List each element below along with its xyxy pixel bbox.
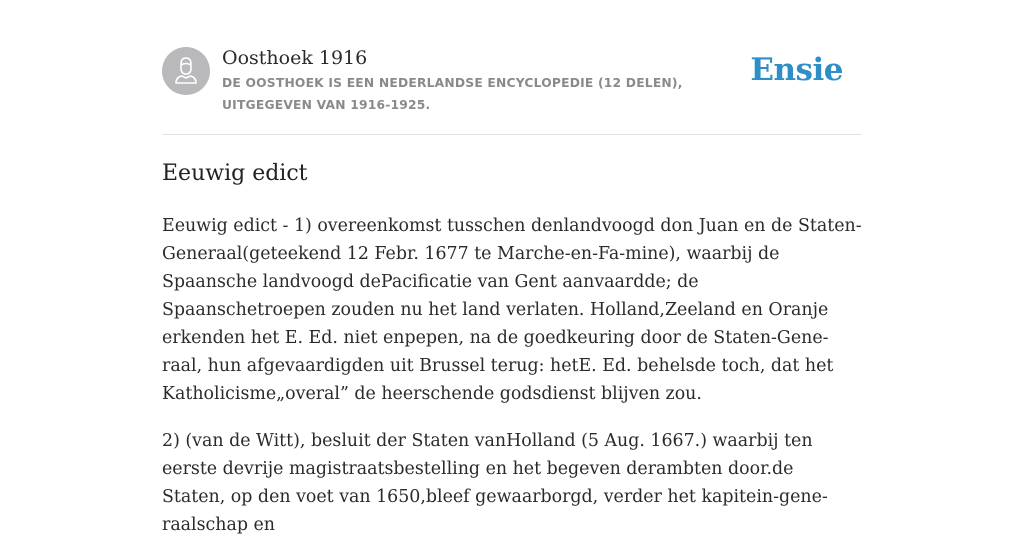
source-header bbox=[162, 0, 862, 135]
user-silhouette-icon bbox=[162, 47, 210, 95]
article-title: Eeuwig edict bbox=[162, 161, 308, 186]
page-container bbox=[162, 0, 862, 535]
avatar[interactable] bbox=[162, 47, 210, 95]
article-body bbox=[162, 212, 862, 558]
source-description: DE OOSTHOEK IS EEN NEDERLANDSE ENCYCLOPEDIE (12 DELEN), UITGEGEVEN VAN 1916-1925. bbox=[222, 76, 683, 112]
ensie-logo[interactable]: Ensie bbox=[750, 52, 843, 88]
source-name[interactable]: Oosthoek 1916 bbox=[222, 47, 368, 69]
article-paragraph: 2) (van de Witt), besluit der Staten vanHolland (5 Aug. 1667.) waarbij ten eerste devrije magistraatsbestelling en het begeven derambten door.de Staten, op den voet van 1650,bleef gewaarborgd, verder het kapitein-gene-raalschap en bbox=[162, 431, 828, 535]
article-paragraph: Eeuwig edict - 1) overeenkomst tusschen denlandvoogd don Juan en de Staten-Generaal(geteekend 12 Febr. 1677 te Marche-en-Fa-mine), waarbij de Spaansche landvoogd dePacificatie van Gent aanvaardde; de Spaanschetroepen zouden nu het land verlaten. Holland,Zeeland en Oranje erkenden het E. Ed. niet enpepen, na de goedkeuring door de Staten-Gene-raal, hun afgevaardigden uit Brussel terug: hetE. Ed. behelsde toch, dat het Katholicisme„overal” de heerschende godsdienst blijven zou. bbox=[162, 216, 862, 404]
